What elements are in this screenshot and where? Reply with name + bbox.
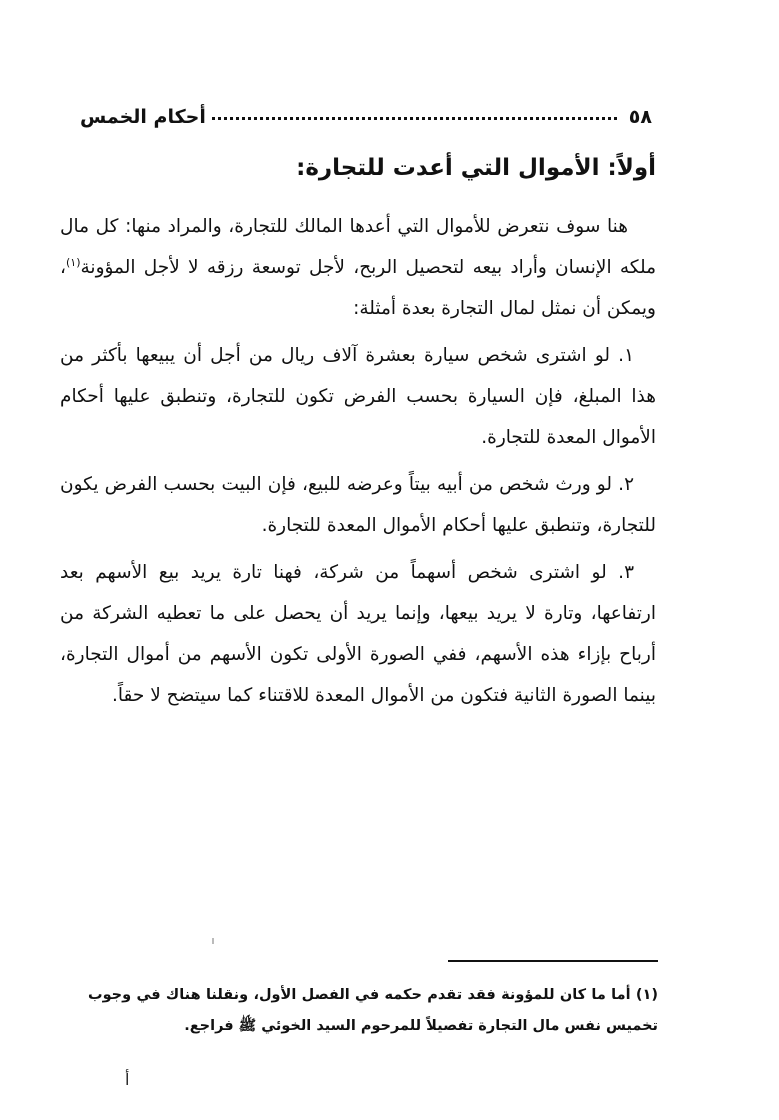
page-number: ٥٨ [628, 106, 652, 128]
intro-text-continued: ، ويمكن أن نمثل لمال التجارة بعدة أمثلة: [60, 257, 656, 319]
main-content [60, 148, 656, 722]
section-heading: أولاً: الأموال التي أعدت للتجارة: [296, 155, 656, 181]
example-paragraph-2: ٢. لو ورث شخص من أبيه بيتاً وعرضه للبيع، فإن البيت بحسب الفرض يكون للتجارة، وتنطبق عليها أحكام الأموال المعدة للتجارة. [60, 474, 656, 536]
scan-speck [212, 938, 214, 944]
intro-paragraph [60, 206, 656, 329]
footnote-reference[interactable]: (١) [65, 255, 81, 269]
running-header [80, 88, 652, 128]
running-title: أحكام الخمس [80, 106, 206, 128]
footnotes [88, 980, 658, 1042]
example-paragraph-3: ٣. لو اشترى شخص أسهماً من شركة، فهنا تارة يريد بيع الأسهم بعد ارتفاعها، وتارة لا يريد بيعها، وإنما يريد أن يحصل على ما تعطيه الشركة من أرباح بإزاء هذه الأسهم، ففي الصورة الأولى تكون الأسهم من أموال التجارة، بينما الصورة الثانية فتكون من الأموال المعدة للاقتناء كما سيتضح لا حقاً. [60, 562, 656, 706]
stray-print-mark: أ [125, 1070, 130, 1089]
footnote-separator [448, 960, 658, 962]
example-paragraph-1: ١. لو اشترى شخص سيارة بعشرة آلاف ريال من أجل أن يبيعها بأكثر من هذا المبلغ، فإن السيارة بحسب الفرض تكون للتجارة، وتنطبق عليها أحكام الأموال المعدة للتجارة. [60, 345, 656, 448]
intro-text: هنا سوف نتعرض للأموال التي أعدها المالك للتجارة، والمراد منها: كل مال ملكه الإنسان وأراد بيعه لتحصيل الربح، لأجل توسعة رزقه لا لأجل المؤونة [60, 216, 656, 278]
header-dot-leader [212, 117, 617, 120]
footnote-1: (١) أما ما كان للمؤونة فقد تقدم حكمه في الفصل الأول، ونقلنا هناك في وجوب تخميس نفس مال التجارة تفصيلاً للمرحوم السيد الخوئي ﷺ فراجع. [88, 987, 658, 1034]
